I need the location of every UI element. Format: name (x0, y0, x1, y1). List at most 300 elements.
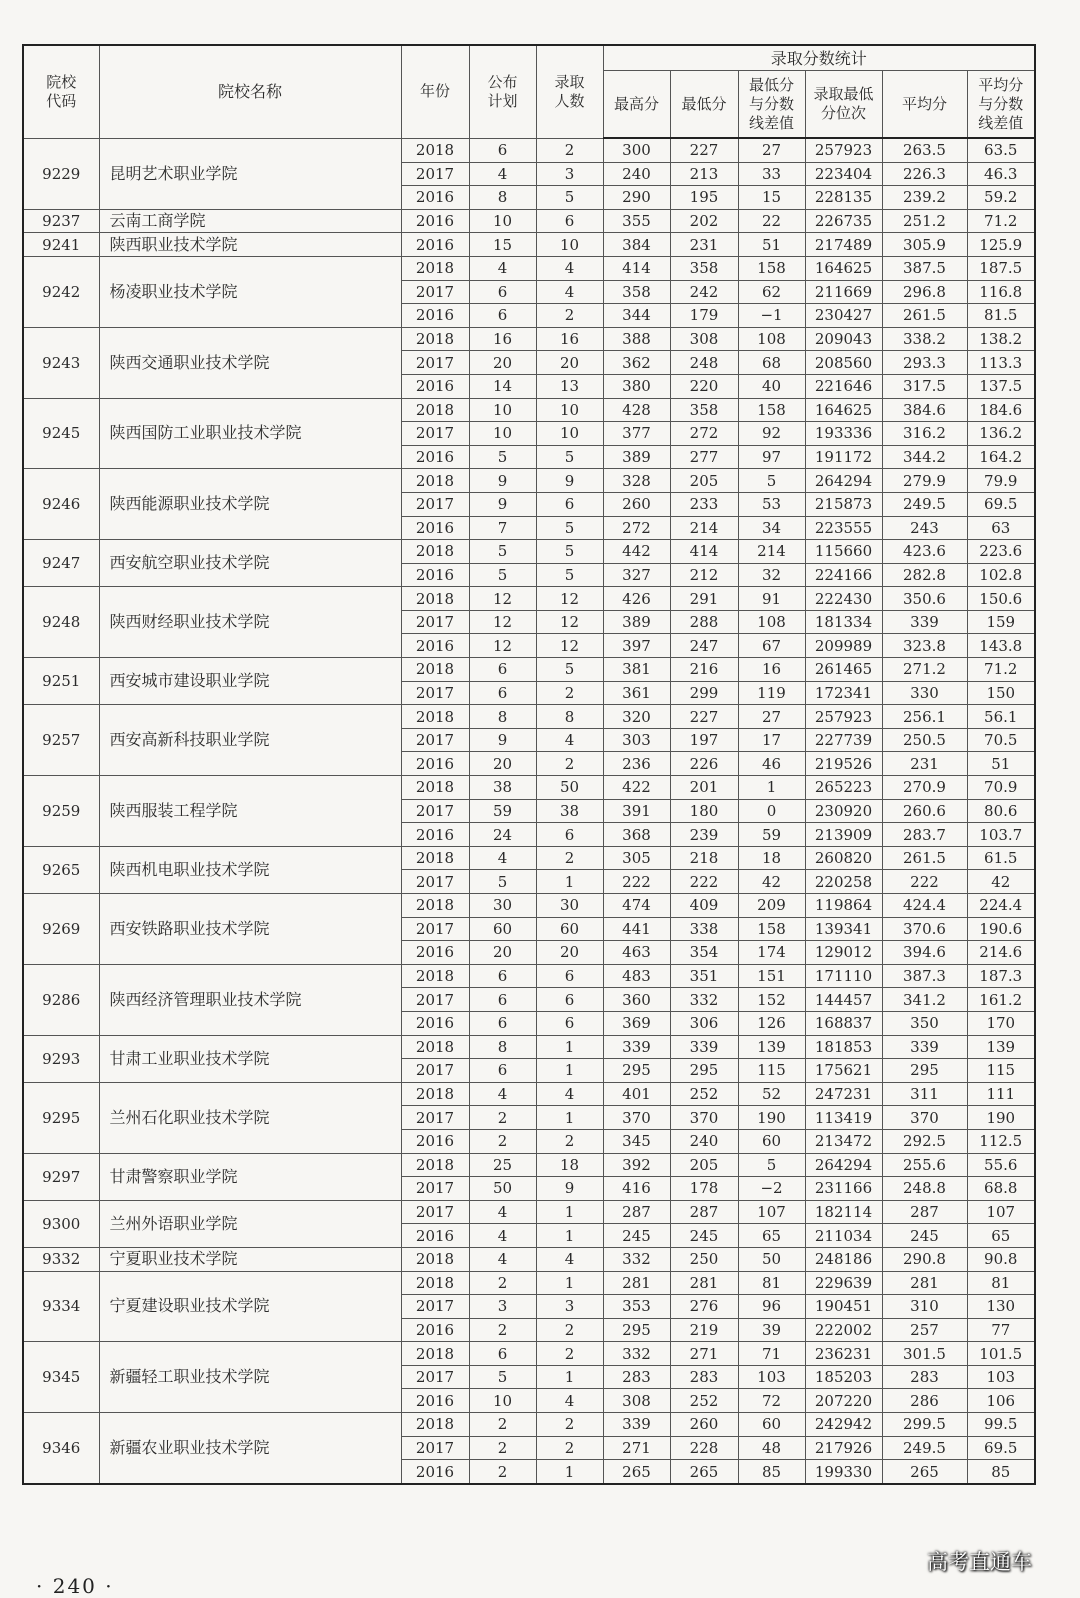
max-score-cell: 295 (603, 1318, 670, 1342)
min-diff-cell: 65 (738, 1224, 805, 1248)
min-rank-cell: 172341 (805, 681, 882, 705)
year-cell: 2018 (401, 1153, 469, 1177)
avg-diff-cell: 187.3 (967, 964, 1035, 988)
avg-diff-cell: 103 (967, 1365, 1035, 1389)
plan-cell: 3 (469, 1295, 536, 1319)
min-rank-cell: 209989 (805, 634, 882, 658)
table-row (23, 540, 1035, 564)
avg-diff-cell: 137.5 (967, 374, 1035, 398)
min-score-cell: 180 (670, 799, 738, 823)
max-score-cell: 295 (603, 1059, 670, 1083)
max-score-cell: 320 (603, 705, 670, 729)
avg-score-cell: 370.6 (882, 917, 967, 941)
plan-cell: 16 (469, 327, 536, 351)
min-diff-cell: 85 (738, 1460, 805, 1484)
min-rank-cell: 208560 (805, 351, 882, 375)
avg-score-cell: 350 (882, 1011, 967, 1035)
min-rank-cell: 181334 (805, 610, 882, 634)
min-diff-cell: 158 (738, 256, 805, 280)
avg-diff-cell: 190 (967, 1106, 1035, 1130)
avg-diff-cell: 190.6 (967, 917, 1035, 941)
admitted-cell: 5 (536, 516, 603, 540)
min-rank-cell: 265223 (805, 776, 882, 800)
admitted-cell: 12 (536, 610, 603, 634)
plan-cell: 6 (469, 1342, 536, 1366)
min-diff-cell: 103 (738, 1365, 805, 1389)
min-rank-cell: 190451 (805, 1295, 882, 1319)
max-score-cell: 339 (603, 1413, 670, 1437)
year-cell: 2017 (401, 799, 469, 823)
year-cell: 2017 (401, 280, 469, 304)
year-cell: 2016 (401, 304, 469, 328)
min-score-cell: 291 (670, 587, 738, 611)
min-rank-cell: 164625 (805, 398, 882, 422)
min-rank-cell: 215873 (805, 492, 882, 516)
min-diff-cell: 115 (738, 1059, 805, 1083)
admitted-cell: 4 (536, 1247, 603, 1271)
year-cell: 2016 (401, 563, 469, 587)
min-rank-cell: 248186 (805, 1247, 882, 1271)
min-score-cell: 212 (670, 563, 738, 587)
plan-cell: 10 (469, 1389, 536, 1413)
table-row (23, 256, 1035, 280)
avg-diff-cell: 63.5 (967, 138, 1035, 162)
min-diff-cell: 1 (738, 776, 805, 800)
min-diff-cell: 5 (738, 469, 805, 493)
admitted-cell: 2 (536, 1129, 603, 1153)
avg-diff-cell: 77 (967, 1318, 1035, 1342)
min-score-cell: 205 (670, 1153, 738, 1177)
min-rank-cell: 220258 (805, 870, 882, 894)
school-code: 9229 (23, 138, 99, 209)
plan-cell: 2 (469, 1271, 536, 1295)
avg-score-cell: 265 (882, 1460, 967, 1484)
table-row (23, 846, 1035, 870)
year-cell: 2017 (401, 988, 469, 1012)
school-name: 陕西经济管理职业技术学院 (99, 964, 401, 1035)
min-diff-cell: 0 (738, 799, 805, 823)
table-row (23, 894, 1035, 918)
min-score-cell: 228 (670, 1436, 738, 1460)
year-cell: 2017 (401, 1295, 469, 1319)
avg-diff-cell: 164.2 (967, 445, 1035, 469)
plan-cell: 30 (469, 894, 536, 918)
year-cell: 2017 (401, 422, 469, 446)
min-rank-cell: 264294 (805, 1153, 882, 1177)
avg-score-cell: 250.5 (882, 728, 967, 752)
plan-cell: 2 (469, 1129, 536, 1153)
min-rank-cell: 231166 (805, 1177, 882, 1201)
max-score-cell: 272 (603, 516, 670, 540)
min-score-cell: 260 (670, 1413, 738, 1437)
min-score-cell: 414 (670, 540, 738, 564)
max-score-cell: 369 (603, 1011, 670, 1035)
year-cell: 2016 (401, 1389, 469, 1413)
max-score-cell: 397 (603, 634, 670, 658)
plan-cell: 6 (469, 988, 536, 1012)
max-score-cell: 414 (603, 256, 670, 280)
school-name: 陕西交通职业技术学院 (99, 327, 401, 398)
max-score-cell: 308 (603, 1389, 670, 1413)
plan-cell: 9 (469, 728, 536, 752)
table-row (23, 964, 1035, 988)
max-score-cell: 422 (603, 776, 670, 800)
max-score-cell: 305 (603, 846, 670, 870)
plan-cell: 2 (469, 1460, 536, 1484)
year-cell: 2016 (401, 1318, 469, 1342)
table-row (23, 327, 1035, 351)
plan-cell: 2 (469, 1106, 536, 1130)
avg-score-cell: 287 (882, 1200, 967, 1224)
max-score-cell: 361 (603, 681, 670, 705)
min-diff-cell: 22 (738, 209, 805, 233)
school-name: 陕西职业技术学院 (99, 233, 401, 257)
avg-score-cell: 290.8 (882, 1247, 967, 1271)
avg-diff-cell: 56.1 (967, 705, 1035, 729)
max-score-cell: 483 (603, 964, 670, 988)
max-score-cell: 389 (603, 610, 670, 634)
min-diff-cell: 158 (738, 917, 805, 941)
max-score-cell: 345 (603, 1129, 670, 1153)
plan-cell: 60 (469, 917, 536, 941)
table-row (23, 469, 1035, 493)
avg-diff-cell: 143.8 (967, 634, 1035, 658)
year-cell: 2016 (401, 941, 469, 965)
max-score-cell: 327 (603, 563, 670, 587)
table-header (23, 45, 1035, 138)
year-cell: 2018 (401, 658, 469, 682)
min-diff-cell: 92 (738, 422, 805, 446)
year-cell: 2017 (401, 728, 469, 752)
avg-diff-cell: 69.5 (967, 492, 1035, 516)
avg-score-cell: 283.7 (882, 823, 967, 847)
year-cell: 2017 (401, 1106, 469, 1130)
avg-score-cell: 292.5 (882, 1129, 967, 1153)
plan-cell: 50 (469, 1177, 536, 1201)
min-score-cell: 197 (670, 728, 738, 752)
admitted-cell: 18 (536, 1153, 603, 1177)
max-score-cell: 339 (603, 1035, 670, 1059)
school-name: 宁夏职业技术学院 (99, 1247, 401, 1271)
min-rank-cell: 228135 (805, 186, 882, 210)
min-diff-cell: 119 (738, 681, 805, 705)
min-diff-cell: 39 (738, 1318, 805, 1342)
plan-cell: 4 (469, 256, 536, 280)
min-score-cell: 219 (670, 1318, 738, 1342)
min-rank-cell: 223404 (805, 162, 882, 186)
header-plan: 公布 计划 (469, 45, 536, 138)
admitted-cell: 1 (536, 1200, 603, 1224)
school-name: 西安铁路职业技术学院 (99, 894, 401, 965)
min-score-cell: 179 (670, 304, 738, 328)
avg-score-cell: 339 (882, 1035, 967, 1059)
school-code: 9257 (23, 705, 99, 776)
table-body (23, 138, 1035, 1484)
admitted-cell: 2 (536, 304, 603, 328)
min-diff-cell: 107 (738, 1200, 805, 1224)
max-score-cell: 389 (603, 445, 670, 469)
min-diff-cell: 33 (738, 162, 805, 186)
avg-score-cell: 231 (882, 752, 967, 776)
plan-cell: 5 (469, 445, 536, 469)
year-cell: 2018 (401, 1035, 469, 1059)
plan-cell: 6 (469, 1059, 536, 1083)
header-avg-score: 平均分 (882, 71, 967, 139)
admitted-cell: 20 (536, 351, 603, 375)
year-cell: 2018 (401, 1271, 469, 1295)
min-diff-cell: 27 (738, 705, 805, 729)
min-score-cell: 308 (670, 327, 738, 351)
min-score-cell: 245 (670, 1224, 738, 1248)
avg-diff-cell: 59.2 (967, 186, 1035, 210)
school-code: 9246 (23, 469, 99, 540)
admitted-cell: 6 (536, 823, 603, 847)
min-rank-cell: 171110 (805, 964, 882, 988)
max-score-cell: 360 (603, 988, 670, 1012)
max-score-cell: 442 (603, 540, 670, 564)
plan-cell: 10 (469, 209, 536, 233)
school-code: 9242 (23, 256, 99, 327)
avg-diff-cell: 103.7 (967, 823, 1035, 847)
max-score-cell: 303 (603, 728, 670, 752)
min-score-cell: 351 (670, 964, 738, 988)
min-score-cell: 409 (670, 894, 738, 918)
school-name: 杨凌职业技术学院 (99, 256, 401, 327)
avg-diff-cell: 102.8 (967, 563, 1035, 587)
min-score-cell: 216 (670, 658, 738, 682)
admitted-cell: 5 (536, 445, 603, 469)
avg-score-cell: 256.1 (882, 705, 967, 729)
plan-cell: 10 (469, 398, 536, 422)
min-diff-cell: 62 (738, 280, 805, 304)
avg-diff-cell: 79.9 (967, 469, 1035, 493)
table-row (23, 705, 1035, 729)
school-name: 甘肃警察职业学院 (99, 1153, 401, 1200)
min-score-cell: 252 (670, 1082, 738, 1106)
admitted-cell: 16 (536, 327, 603, 351)
min-score-cell: 370 (670, 1106, 738, 1130)
plan-cell: 2 (469, 1318, 536, 1342)
min-rank-cell: 115660 (805, 540, 882, 564)
plan-cell: 6 (469, 681, 536, 705)
plan-cell: 4 (469, 1200, 536, 1224)
year-cell: 2016 (401, 752, 469, 776)
min-score-cell: 354 (670, 941, 738, 965)
avg-diff-cell: 161.2 (967, 988, 1035, 1012)
year-cell: 2018 (401, 138, 469, 162)
year-cell: 2017 (401, 1436, 469, 1460)
max-score-cell: 384 (603, 233, 670, 257)
school-code: 9248 (23, 587, 99, 658)
year-cell: 2018 (401, 964, 469, 988)
header-avg-diff: 平均分 与分数 线差值 (967, 71, 1035, 139)
year-cell: 2018 (401, 1247, 469, 1271)
avg-score-cell: 424.4 (882, 894, 967, 918)
avg-score-cell: 299.5 (882, 1413, 967, 1437)
school-name: 兰州外语职业学院 (99, 1200, 401, 1247)
avg-diff-cell: 170 (967, 1011, 1035, 1035)
avg-score-cell: 350.6 (882, 587, 967, 611)
min-diff-cell: 190 (738, 1106, 805, 1130)
table-row (23, 1413, 1035, 1437)
table-row (23, 1247, 1035, 1271)
school-code: 9243 (23, 327, 99, 398)
year-cell: 2016 (401, 1129, 469, 1153)
admitted-cell: 8 (536, 705, 603, 729)
min-score-cell: 231 (670, 233, 738, 257)
avg-score-cell: 255.6 (882, 1153, 967, 1177)
admitted-cell: 6 (536, 492, 603, 516)
admitted-cell: 5 (536, 563, 603, 587)
table-row (23, 1342, 1035, 1366)
min-score-cell: 358 (670, 256, 738, 280)
avg-score-cell: 260.6 (882, 799, 967, 823)
school-name: 云南工商学院 (99, 209, 401, 233)
min-rank-cell: 211669 (805, 280, 882, 304)
min-diff-cell: 52 (738, 1082, 805, 1106)
school-name: 陕西国防工业职业技术学院 (99, 398, 401, 469)
table-row (23, 776, 1035, 800)
admitted-cell: 1 (536, 1059, 603, 1083)
avg-score-cell: 226.3 (882, 162, 967, 186)
max-score-cell: 283 (603, 1365, 670, 1389)
avg-score-cell: 330 (882, 681, 967, 705)
max-score-cell: 332 (603, 1342, 670, 1366)
max-score-cell: 222 (603, 870, 670, 894)
min-diff-cell: 72 (738, 1389, 805, 1413)
avg-score-cell: 295 (882, 1059, 967, 1083)
avg-diff-cell: 42 (967, 870, 1035, 894)
max-score-cell: 370 (603, 1106, 670, 1130)
year-cell: 2017 (401, 610, 469, 634)
min-score-cell: 218 (670, 846, 738, 870)
header-min-rank: 录取最低 分位次 (805, 71, 882, 139)
min-diff-cell: 53 (738, 492, 805, 516)
plan-cell: 25 (469, 1153, 536, 1177)
min-score-cell: 226 (670, 752, 738, 776)
avg-score-cell: 323.8 (882, 634, 967, 658)
min-diff-cell: 27 (738, 138, 805, 162)
admitted-cell: 4 (536, 728, 603, 752)
avg-score-cell: 270.9 (882, 776, 967, 800)
min-rank-cell: 185203 (805, 1365, 882, 1389)
max-score-cell: 290 (603, 186, 670, 210)
min-diff-cell: 42 (738, 870, 805, 894)
school-code: 9265 (23, 846, 99, 893)
plan-cell: 9 (469, 469, 536, 493)
avg-diff-cell: 99.5 (967, 1413, 1035, 1437)
school-code: 9295 (23, 1082, 99, 1153)
admitted-cell: 60 (536, 917, 603, 941)
min-rank-cell: 221646 (805, 374, 882, 398)
min-diff-cell: 32 (738, 563, 805, 587)
avg-score-cell: 249.5 (882, 1436, 967, 1460)
school-name: 兰州石化职业技术学院 (99, 1082, 401, 1153)
header-score-statistics: 录取分数统计 (603, 45, 1035, 71)
min-diff-cell: 18 (738, 846, 805, 870)
admitted-cell: 1 (536, 1106, 603, 1130)
min-diff-cell: 126 (738, 1011, 805, 1035)
year-cell: 2016 (401, 1224, 469, 1248)
min-rank-cell: 144457 (805, 988, 882, 1012)
year-cell: 2016 (401, 1460, 469, 1484)
min-score-cell: 201 (670, 776, 738, 800)
avg-diff-cell: 81.5 (967, 304, 1035, 328)
min-rank-cell: 139341 (805, 917, 882, 941)
admitted-cell: 2 (536, 752, 603, 776)
admitted-cell: 6 (536, 988, 603, 1012)
admitted-cell: 1 (536, 1271, 603, 1295)
min-rank-cell: 213909 (805, 823, 882, 847)
plan-cell: 5 (469, 540, 536, 564)
avg-score-cell: 317.5 (882, 374, 967, 398)
min-diff-cell: 34 (738, 516, 805, 540)
min-score-cell: 252 (670, 1389, 738, 1413)
min-rank-cell: 213472 (805, 1129, 882, 1153)
avg-diff-cell: 71.2 (967, 209, 1035, 233)
school-code: 9332 (23, 1247, 99, 1271)
min-rank-cell: 207220 (805, 1389, 882, 1413)
min-rank-cell: 230427 (805, 304, 882, 328)
avg-diff-cell: 224.4 (967, 894, 1035, 918)
table-row (23, 233, 1035, 257)
plan-cell: 2 (469, 1413, 536, 1437)
max-score-cell: 271 (603, 1436, 670, 1460)
school-code: 9269 (23, 894, 99, 965)
admitted-cell: 12 (536, 634, 603, 658)
plan-cell: 6 (469, 138, 536, 162)
min-score-cell: 195 (670, 186, 738, 210)
min-rank-cell: 227739 (805, 728, 882, 752)
avg-diff-cell: 90.8 (967, 1247, 1035, 1271)
min-diff-cell: 91 (738, 587, 805, 611)
avg-diff-cell: 187.5 (967, 256, 1035, 280)
table-row (23, 138, 1035, 162)
min-score-cell: 214 (670, 516, 738, 540)
min-diff-cell: 81 (738, 1271, 805, 1295)
max-score-cell: 428 (603, 398, 670, 422)
avg-diff-cell: 150 (967, 681, 1035, 705)
year-cell: 2018 (401, 327, 469, 351)
min-rank-cell: 181853 (805, 1035, 882, 1059)
avg-score-cell: 239.2 (882, 186, 967, 210)
plan-cell: 12 (469, 587, 536, 611)
min-score-cell: 213 (670, 162, 738, 186)
header-max-score: 最高分 (603, 71, 670, 139)
avg-diff-cell: 61.5 (967, 846, 1035, 870)
school-name: 陕西能源职业技术学院 (99, 469, 401, 540)
avg-diff-cell: 65 (967, 1224, 1035, 1248)
min-rank-cell: 223555 (805, 516, 882, 540)
plan-cell: 2 (469, 1436, 536, 1460)
max-score-cell: 377 (603, 422, 670, 446)
min-rank-cell: 230920 (805, 799, 882, 823)
admitted-cell: 2 (536, 1436, 603, 1460)
min-score-cell: 222 (670, 870, 738, 894)
admitted-cell: 50 (536, 776, 603, 800)
min-score-cell: 272 (670, 422, 738, 446)
avg-score-cell: 283 (882, 1365, 967, 1389)
avg-score-cell: 384.6 (882, 398, 967, 422)
admitted-cell: 2 (536, 846, 603, 870)
plan-cell: 6 (469, 304, 536, 328)
avg-score-cell: 296.8 (882, 280, 967, 304)
max-score-cell: 391 (603, 799, 670, 823)
avg-diff-cell: 85 (967, 1460, 1035, 1484)
max-score-cell: 287 (603, 1200, 670, 1224)
avg-diff-cell: 115 (967, 1059, 1035, 1083)
min-score-cell: 358 (670, 398, 738, 422)
